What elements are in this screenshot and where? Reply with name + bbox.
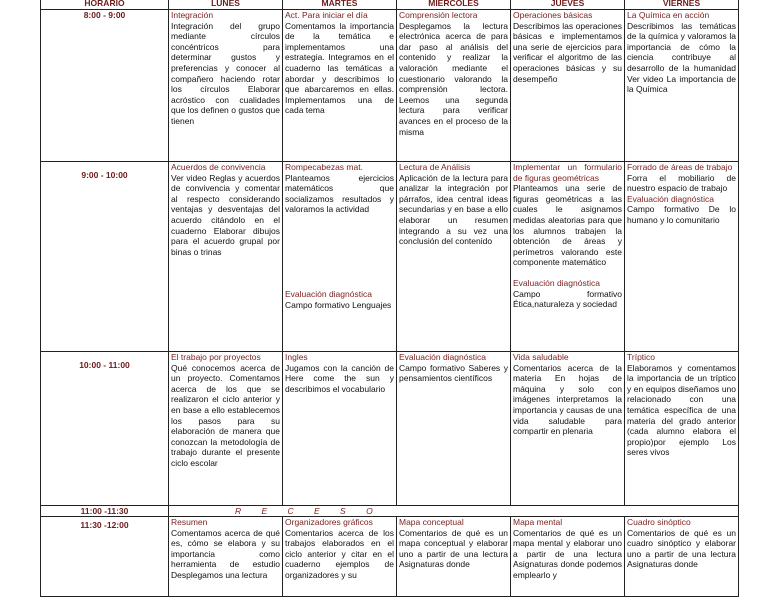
schedule-cell: [283, 517, 397, 597]
activity-title: Tríptico: [627, 352, 656, 362]
schedule-cell: [625, 517, 739, 597]
activity-body: Comentarios de qué es un cuadro sinóptico y elaborar uno a partir de una lectura Asignaturas donde: [627, 527, 736, 570]
receso-time: 11:00 -11:30: [41, 506, 169, 517]
schedule-cell: [169, 352, 283, 506]
evaluation-body: Campo formativo Ética,naturaleza y sociedad: [513, 288, 622, 310]
activity-title: Implementar un formulario de figuras geométricas: [513, 162, 622, 183]
activity-body: Ver video Reglas y acuerdos de convivencia y comentar al respecto considerando ventajas y desventajas del acuerdo citándolo en el cuaderno Elaborar dibujos para el acuerdo grupal por binas o trinas: [171, 172, 280, 257]
schedule-cell: [283, 162, 397, 352]
activity-title: Ingles: [285, 352, 308, 362]
header-horario: HORARIO: [41, 0, 169, 10]
header-miercoles: MIERCOLES: [397, 0, 511, 10]
activity-title: Integración: [171, 10, 214, 20]
schedule-cell: [625, 10, 739, 162]
header-row: [41, 0, 739, 10]
activity-body: Qué conocemos acerca de un proyecto. Comentamos acerca de los que se realizaron el ciclo anterior y en base a ello establecemos los pasos para su elaboración de manera que conozcan la metodología de trabajo durante el presente ciclo escolar: [171, 362, 280, 468]
activity-title: Lectura de Análisis: [399, 162, 471, 172]
evaluation-body: Campo formativo Lenguajes: [285, 299, 392, 310]
time-slot: 8:00 - 9:00: [41, 10, 169, 162]
activity-body: Jugamos con la canción de Here come the sun y describimos el vocabulario: [285, 362, 394, 394]
evaluation-title: Evaluación diagnóstica: [627, 193, 714, 204]
activity-title: Cuadro sinóptico: [627, 517, 691, 527]
activity-title: Organizadores gráficos: [285, 517, 373, 527]
evaluation-body: Campo formativo De lo humano y lo comunitario: [627, 204, 736, 225]
activity-body: Comentamos acerca de qué es, cómo se elabora y su importancia como herramienta de estudio Desplegamos una lectura: [171, 527, 280, 580]
schedule-cell: [511, 352, 625, 506]
schedule-cell: [511, 162, 625, 352]
receso-row: [41, 506, 739, 517]
schedule-cell: [511, 517, 625, 597]
header-viernes: VIERNES: [625, 0, 739, 10]
activity-body: Comentarios de qué es un mapa conceptual y elaborar uno a partir de una lectura Asignaturas donde: [399, 527, 508, 570]
activity-title: Evaluación diagnóstica: [399, 352, 486, 362]
evaluation-title: Evaluación diagnóstica: [285, 288, 372, 299]
table-row: [41, 162, 739, 352]
schedule-cell: [625, 352, 739, 506]
activity-body: Describimos las temáticas de la química y valoramos la importancia de cómo la ciencia contribuye al desarrollo de la humanidad Ver video La importancia de la Química: [627, 20, 736, 95]
activity-title: Vida saludable: [513, 352, 569, 362]
schedule-cell: [169, 517, 283, 597]
activity-title: La Química en acción: [627, 10, 710, 20]
activity-body: Comentarios de qué es un mapa mental y elaborar uno a partir de una lectura Asignaturas donde podemos emplearlo y: [513, 527, 622, 580]
activity-body: Elaboramos y comentamos la importancia de un tríptico y en equipos diseñamos uno relacionado con una temática específica de una materia del grado anterior (cada alumno elabora el propio)por ejemplo Los seres vivos: [627, 362, 736, 458]
time-slot: 11:30 -12:00: [41, 517, 169, 597]
schedule-cell: [397, 162, 511, 352]
activity-title: Rompecabezas mat.: [285, 162, 363, 172]
activity-title: Forrado de áreas de trabajo: [627, 162, 733, 172]
activity-body: Comentamos la importancia de la temática e implementamos una estrategia. Integramos en el cuaderno las temáticas a abordar y describimos lo que abarcaremos en ellas. Implementamos una de cada tema: [285, 20, 394, 116]
activity-body: Forra el mobiliario de nuestro espacio de trabajo: [627, 172, 736, 194]
table-row: [41, 10, 739, 162]
activity-body: Aplicación de la lectura para analizar la integración por párrafos, idea central ideas secundarias y en base a ello elaborar un resumen integrando a su vez una conclusión del contenido: [399, 172, 508, 247]
activity-title: Act. Para iniciar el día: [285, 10, 368, 20]
activity-title: Comprensión lectora: [399, 10, 478, 20]
activity-body: Desplegamos la lectura electrónica acerca de para dar paso al análisis del contenido y realizar la valoración mediante el cuestionario valorando la comprensión lectora. Leemos una segunda lectura para verificar avances en el proceso de la misma: [399, 20, 508, 137]
activity-title: Mapa mental: [513, 517, 563, 527]
schedule-cell: [169, 162, 283, 352]
table-row: [41, 352, 739, 506]
activity-title: El trabajo por proyectos: [171, 352, 261, 362]
time-slot: 10:00 - 11:00: [41, 352, 169, 506]
activity-body: Planteamos una serie de figuras geométricas a las cuales le asignamos medidas aleatorias para que los alumnos trabajen la obtención de áreas y perímetros valorando este componente matemático: [513, 183, 622, 268]
activity-body: Planteamos ejercicios matemáticos que socializamos resultados y valoramos la actividad: [285, 172, 394, 215]
schedule-cell: [397, 352, 511, 506]
activity-body: Campo formativo Saberes y pensamientos científicos: [399, 362, 508, 384]
header-lunes: LUNES: [169, 0, 283, 10]
activity-body: Integración del grupo mediante círculos concéntricos para determinar gustos y preferencias y conocer al compañero haciendo rotar los círculos Elaborar acróstico con cualidades que los definen o gustos que tienen: [171, 20, 280, 126]
activity-title: Acuerdos de convivencia: [171, 162, 266, 172]
header-martes: MARTES: [283, 0, 397, 10]
table-row: [41, 517, 739, 597]
activity-body: Describimos las operaciones básicas e implementamos una serie de ejercicios para verificar el algoritmo de las operaciones básicas y su desempeño: [513, 20, 622, 84]
schedule-sheet: [40, 0, 739, 597]
schedule-cell: [511, 10, 625, 162]
weekly-schedule-table: [40, 0, 739, 597]
activity-title: Operaciones básicas: [513, 10, 593, 20]
activity-body: Comentarios acerca de los trabajos elaborados en el ciclo anterior y citar en el cuaderno ejemplos de organizadores y su: [285, 527, 394, 580]
header-jueves: JUEVES: [511, 0, 625, 10]
schedule-cell: [625, 162, 739, 352]
schedule-cell: [397, 517, 511, 597]
evaluation-title: Evaluación diagnóstica: [513, 277, 600, 288]
activity-title: Resumen: [171, 517, 208, 527]
activity-title: Mapa conceptual: [399, 517, 464, 527]
time-slot: 9:00 - 10:00: [41, 162, 169, 352]
receso-label: R E C E S O: [169, 506, 739, 517]
activity-body: Comentarios acerca de la materia En hojas de máquina y solo con imágenes interpretamos la importancia y causas de una vida saludable para compartir en plenaria: [513, 362, 622, 437]
schedule-cell: [283, 352, 397, 506]
schedule-cell: [169, 10, 283, 162]
schedule-cell: [283, 10, 397, 162]
schedule-cell: [397, 10, 511, 162]
